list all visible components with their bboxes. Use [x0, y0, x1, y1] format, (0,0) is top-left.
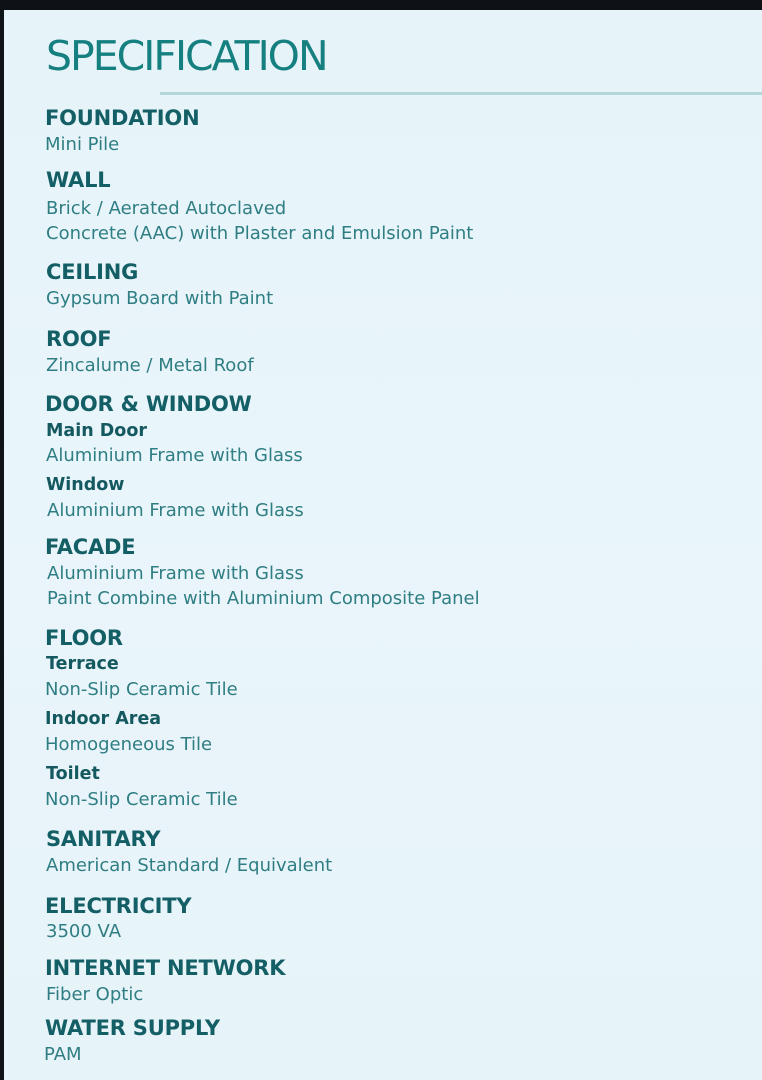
- spec-text: Fiber Optic: [46, 984, 144, 1005]
- spec-heading: INTERNET NETWORK: [45, 956, 286, 980]
- spec-heading: WALL: [46, 168, 111, 192]
- spec-text: Aluminium Frame with Glass: [47, 563, 304, 584]
- spec-text: Paint Combine with Aluminium Composite Panel: [47, 588, 480, 609]
- spec-text: Zincalume / Metal Roof: [46, 355, 254, 376]
- spec-text: Mini Pile: [45, 134, 120, 155]
- spec-heading: ROOF: [46, 327, 112, 351]
- spec-text: Aluminium Frame with Glass: [47, 500, 304, 521]
- spec-heading: FLOOR: [45, 626, 123, 650]
- spec-subheading: Toilet: [46, 764, 100, 784]
- spec-heading: DOOR & WINDOW: [45, 392, 252, 416]
- spec-text: Non-Slip Ceramic Tile: [45, 679, 238, 700]
- spec-heading: WATER SUPPLY: [45, 1016, 220, 1040]
- spec-text: PAM: [44, 1044, 82, 1065]
- specification-card: [4, 10, 762, 1080]
- spec-heading: FOUNDATION: [45, 106, 200, 130]
- spec-heading: FACADE: [45, 535, 136, 559]
- spec-heading: SANITARY: [46, 827, 161, 851]
- title-divider: [160, 92, 762, 95]
- spec-subheading: Terrace: [46, 654, 119, 674]
- spec-text: Concrete (AAC) with Plaster and Emulsion Paint: [46, 223, 474, 244]
- spec-subheading: Main Door: [46, 421, 147, 441]
- spec-subheading: Window: [46, 475, 125, 495]
- spec-text: Non-Slip Ceramic Tile: [45, 789, 238, 810]
- page-title: SPECIFICATION: [46, 32, 327, 80]
- spec-text: 3500 VA: [46, 921, 122, 942]
- spec-subheading: Indoor Area: [45, 709, 162, 729]
- spec-text: Homogeneous Tile: [45, 734, 213, 755]
- spec-text: Aluminium Frame with Glass: [46, 445, 303, 466]
- top-bar: [0, 0, 762, 10]
- spec-text: Gypsum Board with Paint: [46, 288, 274, 309]
- spec-text: Brick / Aerated Autoclaved: [46, 198, 287, 219]
- spec-heading: CEILING: [46, 260, 139, 284]
- spec-heading: ELECTRICITY: [45, 894, 192, 918]
- spec-text: American Standard / Equivalent: [46, 855, 333, 876]
